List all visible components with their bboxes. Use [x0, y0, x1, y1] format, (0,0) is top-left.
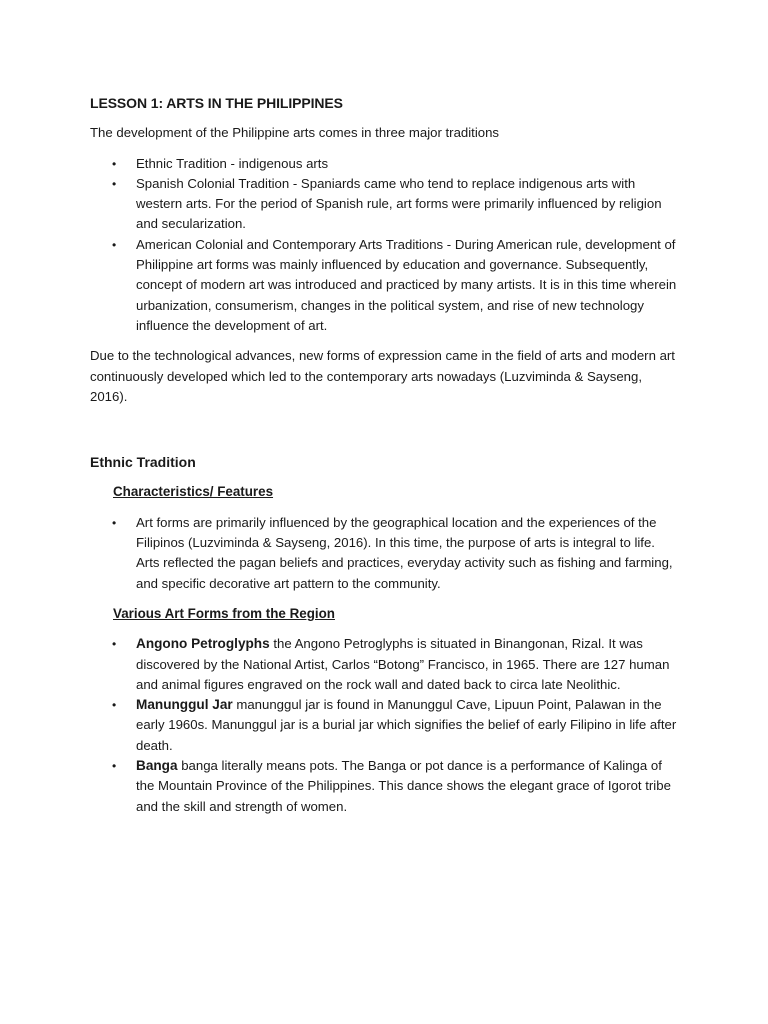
art-form-term: Angono Petroglyphs	[136, 636, 270, 652]
summary-paragraph: Due to the technological advances, new forms of expression came in the field of arts and modern art continuously developed which led to the contemporary arts nowadays (Luzviminda & Sayseng, 2016).	[90, 348, 675, 404]
document-body	[90, 93, 680, 827]
art-form-description: banga literally means pots. The Banga or pot dance is a performance of Kalinga of the Mountain Province of the Philippines. This dance shows the elegant grace of Igorot tribe and the skill and strength of women.	[136, 758, 671, 814]
list-item-text: Art forms are primarily influenced by the geographical location and the experiences of the Filipinos (Luzviminda & Sayseng, 2016). In this time, the purpose of arts is integral to life. Arts reflected the pagan beliefs and practices, everyday activity such as fishing and farming, and specific decorative art pattern to the community.	[136, 514, 673, 591]
traditions-list	[90, 154, 680, 337]
ethnic-tradition-heading: Ethnic Tradition	[90, 454, 196, 471]
list-item-spanish-tradition	[90, 174, 680, 235]
bullet-icon: •	[112, 759, 117, 774]
list-item-manunggul-jar	[90, 695, 680, 756]
bullet-icon: •	[112, 698, 117, 713]
bullet-icon: •	[112, 515, 117, 530]
art-form-term: Manunggul Jar	[136, 697, 233, 713]
list-item-text: Spanish Colonial Tradition - Spaniards came who tend to replace indigenous arts with western arts. For the period of Spanish rule, art forms were primarily influenced by religion and secularization.	[136, 175, 662, 232]
art-form-description: the Angono Petroglyphs is situated in Binangonan, Rizal. It was discovered by the National Artist, Carlos “Botong” Francisco, in 1965. There are 127 human and animal figures engraved on the rock wall and dated back to circa late Neolithic.	[136, 636, 670, 692]
art-forms-heading: Various Art Forms from the Region	[113, 605, 335, 621]
list-item-banga	[90, 756, 680, 817]
art-form-description: manunggul jar is found in Manunggul Cave, Lipuun Point, Palawan in the early 1960s. Manunggul jar is a burial jar which signifies the belief of early Filipino in life after death.	[136, 697, 677, 753]
characteristics-list	[90, 513, 680, 594]
list-item-american-tradition	[90, 235, 680, 336]
list-item-angono-petroglyphs	[90, 634, 680, 695]
lesson-title: LESSON 1: ARTS IN THE PHILIPPINES	[90, 95, 343, 111]
characteristics-heading: Characteristics/ Features	[113, 484, 274, 500]
intro-paragraph: The development of the Philippine arts comes in three major traditions	[90, 125, 500, 141]
art-form-term: Banga	[136, 758, 178, 774]
bullet-icon: •	[112, 176, 117, 191]
bullet-icon: •	[112, 237, 117, 252]
bullet-icon: •	[112, 637, 117, 652]
list-item-text: American Colonial and Contemporary Arts Traditions - During American rule, development of Philippine art forms was mainly influenced by education and governance. Subsequently, concept of modern art was introduced and practiced by many artists. It is in this time wherein urbanization, consumerism, changes in the political system, and rise of new technology influence the development of art.	[136, 236, 677, 333]
bullet-icon: •	[112, 156, 117, 171]
list-item-characteristics	[90, 513, 680, 594]
list-item-ethnic-tradition	[90, 154, 680, 174]
list-item-text: Ethnic Tradition - indigenous arts	[136, 155, 329, 171]
art-forms-list	[90, 634, 680, 817]
